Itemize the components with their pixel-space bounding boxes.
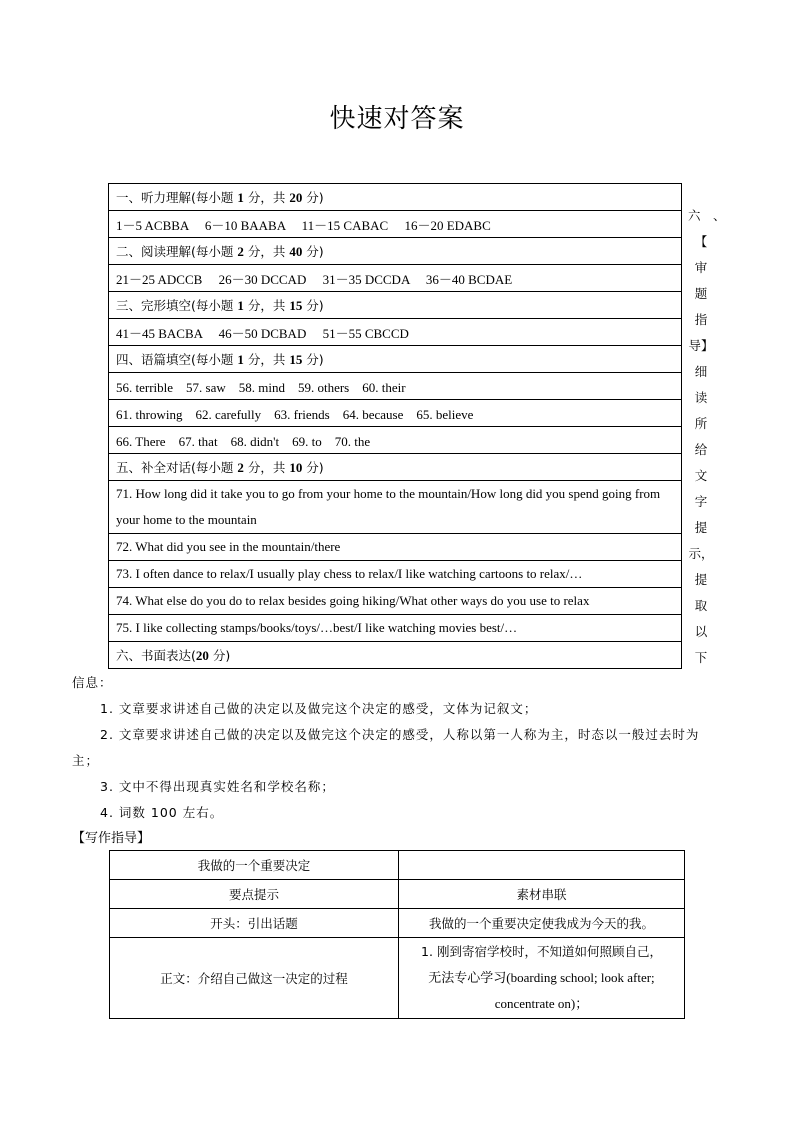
answer-row: [109, 481, 682, 534]
side-char: 题: [694, 286, 708, 301]
section-row: [109, 238, 682, 265]
side-char: 给: [694, 442, 708, 457]
section-row: [109, 292, 682, 319]
side-char: 【: [694, 234, 708, 249]
info-lead: 信息：: [72, 675, 113, 690]
side-char: 六 、: [688, 208, 726, 223]
section-label: 六、书面表达(20 分): [109, 642, 682, 669]
side-char: 读: [694, 390, 708, 405]
side-char: 所: [694, 416, 708, 431]
section-label: 五、补全对话(每小题 2 分，共 10 分): [109, 454, 682, 481]
guide-row2-line1: 1. 刚到寄宿学校时，不知道如何照顾自己，: [421, 944, 662, 959]
answer-text: 74. What else do you do to relax besides going hiking/What other ways do you use to relax: [109, 588, 682, 615]
section-row: [109, 642, 682, 669]
section-label: 二、阅读理解(每小题 2 分，共 40 分): [109, 238, 682, 265]
answer-row: [109, 561, 682, 588]
guide-row2-right: [399, 938, 685, 1019]
section-label: 三、完形填空(每小题 1 分，共 15 分): [109, 292, 682, 319]
answer-text: 21－25 ADCCB 26－30 DCCAD 31－35 DCCDA 36－40 BCDAE: [109, 265, 682, 292]
info-point-3: 3. 文中不得出现真实姓名和学校名称；: [100, 779, 335, 794]
guide-row2-line3: concentrate on)；: [494, 996, 589, 1011]
guide-row1-right: 我做的一个重要决定使我成为今天的我。: [399, 909, 685, 938]
side-char: 文: [694, 468, 708, 483]
answer-row: [109, 427, 682, 454]
answer-text: 61. throwing 62. carefully 63. friends 64. because 65. believe: [109, 400, 682, 427]
answer-text: 73. I often dance to relax/I usually play chess to relax/I like watching cartoons to relax/…: [109, 561, 682, 588]
guide-empty-cell: [399, 851, 685, 880]
answer-row: [109, 265, 682, 292]
side-text: [688, 203, 726, 671]
writing-guide-table: [109, 850, 685, 1019]
side-char: 以: [694, 624, 708, 639]
side-char: 示，: [688, 546, 714, 561]
answer-row: [109, 534, 682, 561]
answer-row: [109, 588, 682, 615]
answer-row: [109, 211, 682, 238]
answer-row: [109, 615, 682, 642]
side-char: 取: [694, 598, 708, 613]
info-point-4: 4. 词数 100 左右。: [100, 805, 224, 820]
section-row: [109, 454, 682, 481]
guide-row1-left: 开头：引出话题: [110, 909, 399, 938]
answer-text: 56. terrible 57. saw 58. mind 59. others 60. their: [109, 373, 682, 400]
side-char: 下: [694, 650, 708, 665]
info-point-2: 2. 文章要求讲述自己做的决定以及做完这个决定的感受，人称以第一人称为主，时态以一般过去时为: [100, 727, 700, 742]
info-point-1: 1. 文章要求讲述自己做的决定以及做完这个决定的感受，文体为记叙文；: [100, 701, 538, 716]
section-row: [109, 346, 682, 373]
section-row: [109, 184, 682, 211]
side-char: 导】: [688, 338, 714, 353]
writing-guide-heading: 【写作指导】: [72, 831, 151, 846]
answer-text: 72. What did you see in the mountain/there: [109, 534, 682, 561]
answer-row: [109, 319, 682, 346]
side-char: 提: [694, 520, 708, 535]
guide-row2-line2: 无法专心学习(boarding school; look after;: [428, 970, 655, 985]
side-char: 指: [694, 312, 708, 327]
guide-col2-header: 素材串联: [399, 880, 685, 909]
answer-text: 66. There 67. that 68. didn't 69. to 70. the: [109, 427, 682, 454]
section-label: 一、听力理解(每小题 1 分，共 20 分): [109, 184, 682, 211]
answer-row: [109, 400, 682, 427]
guide-topic: 我做的一个重要决定: [110, 851, 399, 880]
answer-text: 1－5 ACBBA 6－10 BAABA 11－15 CABAC 16－20 EDABC: [109, 211, 682, 238]
answer-text: 71. How long did it take you to go from your home to the mountain/How long did you spend going from your home to the mountain: [109, 481, 682, 534]
side-char: 提: [694, 572, 708, 587]
guide-row2-left: 正文：介绍自己做这一决定的过程: [110, 938, 399, 1019]
side-char: 细: [694, 364, 708, 379]
guide-col1-header: 要点提示: [110, 880, 399, 909]
info-point-2-cont: 主；: [72, 753, 100, 768]
page-title: 快速对答案: [329, 104, 465, 134]
side-char: 字: [694, 494, 708, 509]
side-char: 审: [694, 260, 708, 275]
answer-row: [109, 373, 682, 400]
answer-table: [108, 183, 682, 669]
answer-text: 75. I like collecting stamps/books/toys/…best/I like watching movies best/…: [109, 615, 682, 642]
section-label: 四、语篇填空(每小题 1 分，共 15 分): [109, 346, 682, 373]
answer-text: 41－45 BACBA 46－50 DCBAD 51－55 CBCCD: [109, 319, 682, 346]
